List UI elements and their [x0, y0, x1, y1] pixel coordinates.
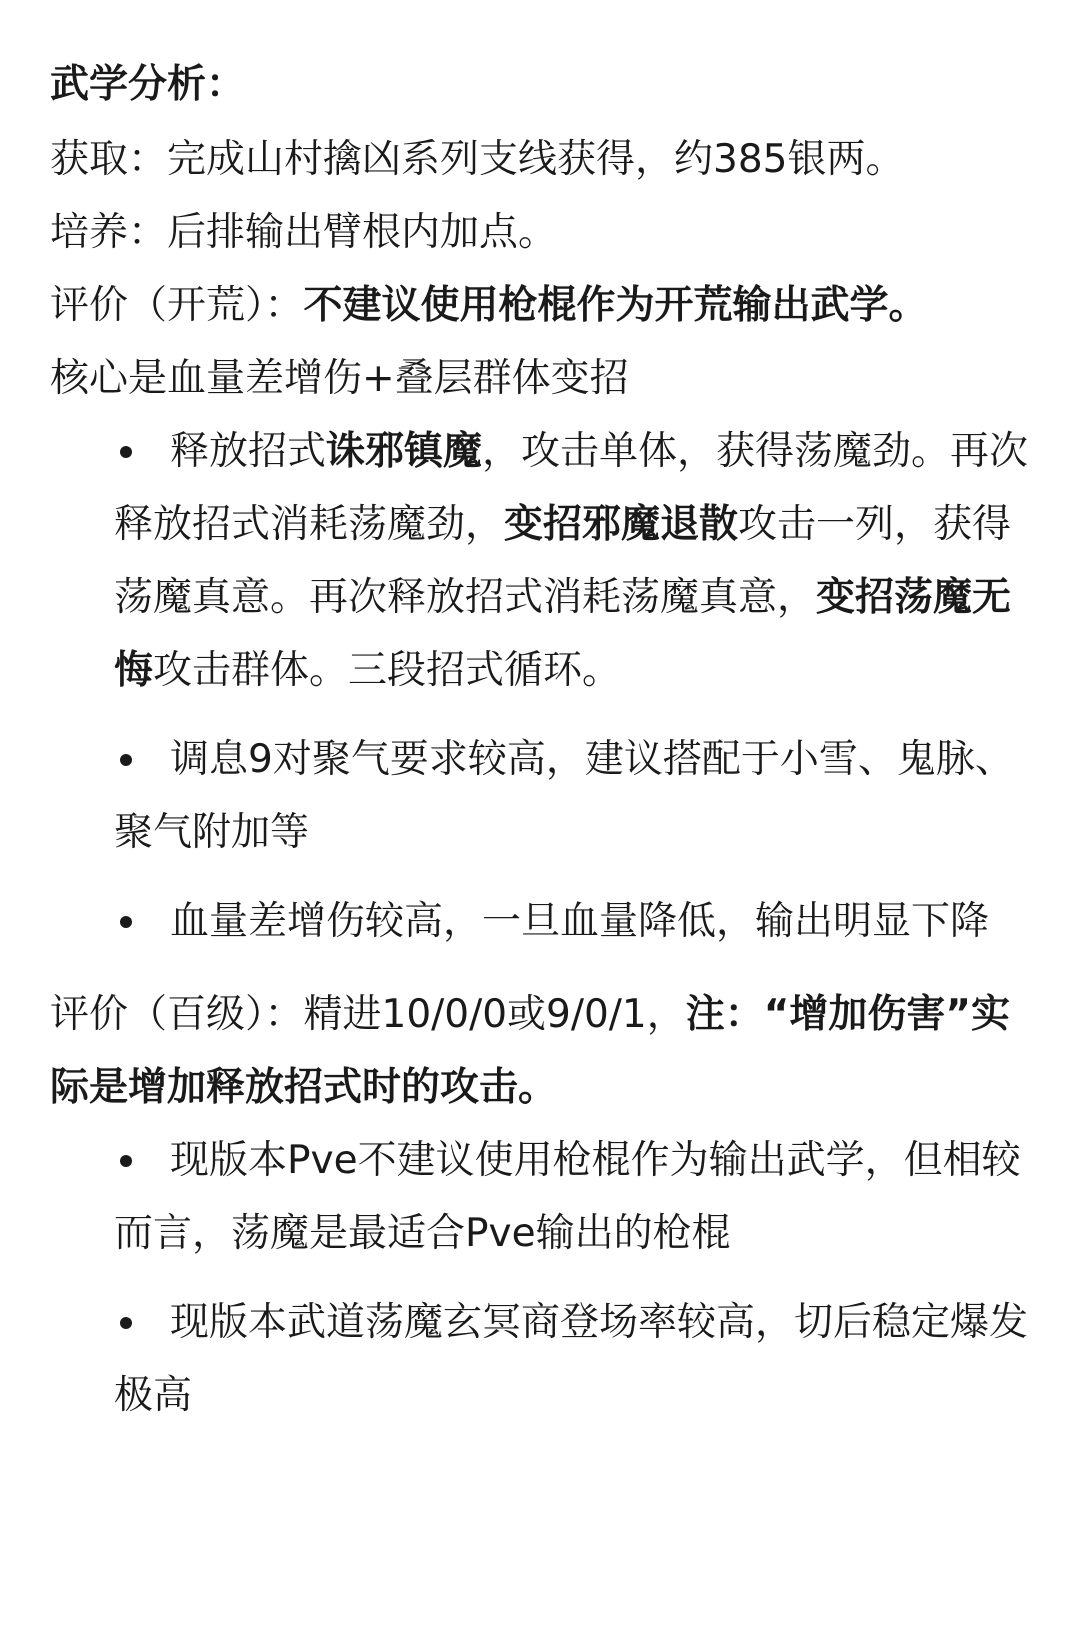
- bullet-dot-icon: [120, 1317, 132, 1329]
- skill-name: 变招邪魔退散: [504, 502, 739, 547]
- bullet-dot-icon: [120, 754, 132, 766]
- level100-bullet-list: [50, 1124, 1030, 1432]
- list-item-text: ，攻击单体，获得荡魔劲。再次释放招式消耗荡魔劲，: [114, 429, 1029, 547]
- list-item-text: 现版本武道荡魔玄冥商登场率较高，切后稳定爆发极高: [114, 1300, 1029, 1418]
- level100-evaluation-note: 注：“增加伤害”实际是增加释放招式时的攻击。: [50, 992, 1011, 1110]
- list-item-text: 攻击群体。三段招式循环。: [153, 648, 622, 693]
- list-item-text: 释放招式: [170, 429, 327, 474]
- list-item-text: 现版本Pve不建议使用枪棍作为输出武学，但相较而言，荡魔是最适合Pve输出的枪棍: [114, 1138, 1021, 1256]
- section-heading: 武学分析：: [50, 62, 246, 107]
- bullet-dot-icon: [120, 1155, 132, 1167]
- early-evaluation: [50, 269, 1030, 342]
- skill-name: 变招荡魔无悔: [114, 575, 1012, 693]
- list-item: [114, 415, 1030, 707]
- list-item: [114, 1124, 1030, 1270]
- list-item: [114, 885, 1030, 958]
- cultivate-line: 培养：后排输出臂根内加点。: [50, 210, 558, 255]
- level100-evaluation-label: 评价（百级）：精进10/0/0或9/0/1，: [50, 992, 686, 1037]
- list-item-text: 血量差增伤较高，一旦血量降低，输出明显下降: [170, 899, 990, 944]
- list-item-text: 调息9对聚气要求较高，建议搭配于小雪、鬼脉、聚气附加等: [114, 737, 1014, 855]
- skill-name: 诛邪镇魔: [326, 429, 483, 474]
- early-bullet-list: [50, 415, 1030, 958]
- acquire-line: 获取：完成山村擒凶系列支线获得，约385银两。: [50, 137, 905, 182]
- level100-evaluation: [50, 978, 1030, 1124]
- list-item: [114, 1286, 1030, 1432]
- early-evaluation-verdict: 不建议使用枪棍作为开荒输出武学。: [303, 283, 928, 328]
- core-mechanic-line: 核心是血量差增伤+叠层群体变招: [50, 356, 629, 401]
- list-item-text: 攻击一列，获得荡魔真意。再次释放招式消耗荡魔真意，: [114, 502, 1012, 620]
- bullet-dot-icon: [120, 446, 132, 458]
- list-item: [114, 723, 1030, 869]
- bullet-dot-icon: [120, 916, 132, 928]
- early-evaluation-label: 评价（开荒）：: [50, 283, 304, 328]
